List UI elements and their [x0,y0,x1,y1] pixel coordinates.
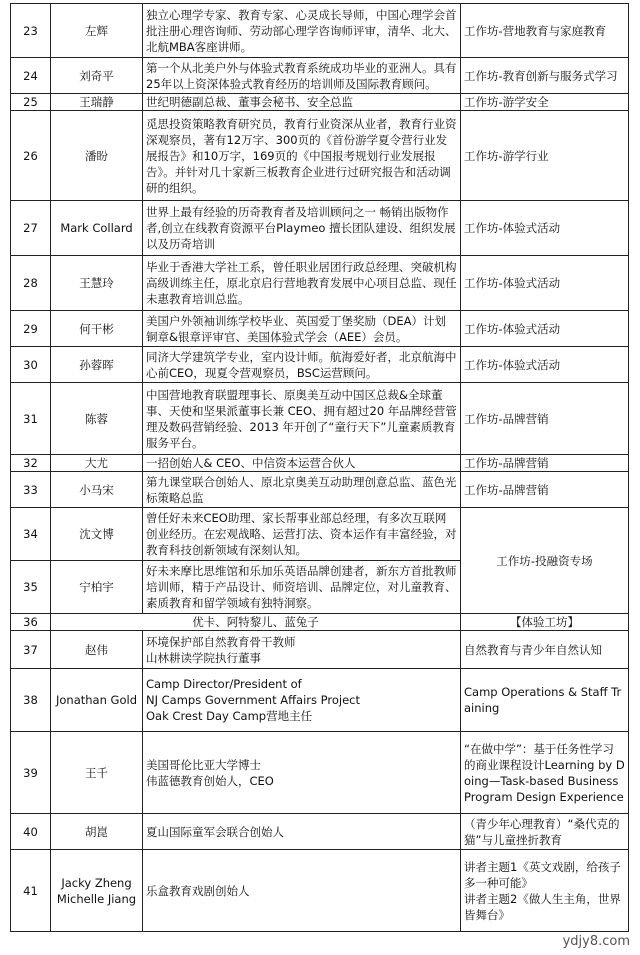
session-topic: “在做中学”：基于任务性学习的商业课程设计Learning by Doing—Task-based Business Program Design Experience [461,732,629,814]
table-row [11,311,629,347]
session-topic: 工作坊-体验式活动 [461,201,629,256]
session-topic: 工作坊-游学安全 [461,94,629,111]
speaker-bio: 世纪明德副总裁、董事会秘书、安全总监 [143,94,461,111]
table-row [11,201,629,256]
table-row [11,850,629,932]
speaker-name: 胡崑 [51,814,143,850]
table-row [11,347,629,383]
speaker-bio: 一招创始人& CEO、中信资本运营合伙人 [143,455,461,472]
session-topic: 讲者主题1《英文戏剧，给孩子多一种可能》 讲者主题2《做人生主角，世界皆舞台》 [461,850,629,932]
row-number: 23 [11,4,51,58]
speaker-name: 左辉 [51,4,143,58]
speaker-name: 王慧玲 [51,256,143,311]
table-row [11,4,629,58]
row-number: 35 [11,561,51,614]
speaker-name: Jacky Zheng Michelle Jiang [51,850,143,932]
speaker-name: 沈文博 [51,508,143,561]
speaker-name: Jonathan Gold [51,669,143,732]
row-number: 28 [11,256,51,311]
speaker-name: 陈蓉 [51,383,143,455]
row-number: 25 [11,94,51,111]
speaker-bio: 中国营地教育联盟理事长、原奥美互动中国区总裁&全球董事、天使和坚果派董事长兼 CEO、拥有超过20 年品牌经营管理及数码营销经验、2013 年开创了“童行天下”儿童素质教育服务平台。 [143,383,461,455]
speaker-bio: 优卡、阿特黎儿、蓝兔子 [51,614,461,631]
row-number: 34 [11,508,51,561]
speaker-name: 潘盼 [51,111,143,201]
merged-session-topic: 工作坊-投融资专场 [461,508,629,614]
row-number: 30 [11,347,51,383]
speaker-bio: 觅思投资策略教育研究员，教育行业资深从业者，教育行业资深观察员，著有12万字、300页的《首份游学夏令营行业发展报告》和10万字，169页的《中国报考规划行业发展报告》。并针对几十家新三板教育企业进行过研究报告和活动调研的组织。 [143,111,461,201]
row-number: 24 [11,58,51,94]
speaker-bio: 曾任好未来CEO助理、家长帮事业部总经理，有多次互联网创业经历。在宏观战略、运营打法、资本运作有丰富经验，对教育科技创新领域有深刻认知。 [143,508,461,561]
session-topic: 工作坊-品牌营销 [461,383,629,455]
speaker-bio: 第九课堂联合创始人、原北京奥美互动助理创意总监、蓝色光标策略总监 [143,472,461,508]
session-topic: （青少年心理教育）“桑代克的猫”与儿童挫折教育 [461,814,629,850]
speaker-bio: 乐盒教育戏剧创始人 [143,850,461,932]
session-topic: 工作坊-品牌营销 [461,455,629,472]
speaker-name: 何干彬 [51,311,143,347]
table-row [11,732,629,814]
table-row [11,383,629,455]
speaker-bio: 毕业于香港大学社工系，曾任职业居团行政总经理、突破机构高级训练主任，原北京启行营地教育发展中心项目总监、现任未惠教育培训总监。 [143,256,461,311]
session-topic: 工作坊-体验式活动 [461,347,629,383]
session-topic: 工作坊-游学行业 [461,111,629,201]
session-topic: 工作坊-教育创新与服务式学习 [461,58,629,94]
speaker-name: 孙蓉晖 [51,347,143,383]
session-topic: 工作坊-品牌营销 [461,472,629,508]
row-number: 31 [11,383,51,455]
speaker-bio: 美国哥伦比亚大学博士 伟蓝德教育创始人，CEO [143,732,461,814]
row-number: 40 [11,814,51,850]
speaker-bio: 好未来摩比思维馆和乐加乐英语品牌创建者，新东方首批教师培训师，精于产品设计、师资培训、品牌定位，对儿童教育、素质教育和留学领域有独特洞察。 [143,561,461,614]
table-row [11,472,629,508]
speaker-name: 刘奇平 [51,58,143,94]
table-row [11,669,629,732]
speaker-name: 小马宋 [51,472,143,508]
speaker-name: 王瑞静 [51,94,143,111]
watermark: ydjy8.com [562,934,630,949]
table-row [11,631,629,669]
speaker-name: 大尤 [51,455,143,472]
row-number: 36 [11,614,51,631]
table-row [11,256,629,311]
speaker-bio: 美国户外领袖训练学校毕业、英国爱丁堡奖励（DEA）计划铜章&银章评审官、美国体验式学会（AEE）会员。 [143,311,461,347]
speaker-bio: 夏山国际童军会联合创始人 [143,814,461,850]
session-topic: Camp Operations & Staff Training [461,669,629,732]
session-topic: 工作坊-营地教育与家庭教育 [461,4,629,58]
speaker-bio: 第一个从北美户外与体验式教育系统成功毕业的亚洲人。具有25年以上资深体验式教育经历的培训师及国际教育顾问。 [143,58,461,94]
session-topic: 工作坊-体验式活动 [461,256,629,311]
row-number: 38 [11,669,51,732]
table-row [11,58,629,94]
speaker-name: 王千 [51,732,143,814]
table-row [11,614,629,631]
speaker-bio: 同济大学建筑学专业，室内设计师。航海爱好者，北京航海中心前CEO，现夏令营观察员，BSC运营顾问。 [143,347,461,383]
row-number: 29 [11,311,51,347]
row-number: 26 [11,111,51,201]
speaker-table [10,3,629,932]
speaker-bio: 独立心理学专家、教育专家、心灵成长导师，中国心理学会首批注册心理咨询师、劳动部心理学咨询师评审，清华、北大、北航MBA客座讲师。 [143,4,461,58]
speaker-bio: 环境保护部自然教育骨干教师 山林耕读学院执行董事 [143,631,461,669]
row-number: 37 [11,631,51,669]
speaker-name: Mark Collard [51,201,143,256]
row-number: 32 [11,455,51,472]
table-row [11,814,629,850]
session-topic: 【体验工坊】 [461,614,629,631]
table-row [11,94,629,111]
row-number: 41 [11,850,51,932]
row-number: 39 [11,732,51,814]
row-number: 33 [11,472,51,508]
session-topic: 工作坊-体验式活动 [461,311,629,347]
speaker-name: 宁柏宇 [51,561,143,614]
speaker-name: 赵伟 [51,631,143,669]
table-row [11,508,629,561]
speaker-bio: Camp Director/President of NJ Camps Government Affairs Project Oak Crest Day Camp营地主任 [143,669,461,732]
session-topic: 自然教育与青少年自然认知 [461,631,629,669]
table-row [11,111,629,201]
table-row [11,455,629,472]
row-number: 27 [11,201,51,256]
speaker-bio: 世界上最有经验的历奇教育者及培训顾问之一 畅销出版物作者,创立在线教育资源平台Playmeo 擅长团队建设、组织发展以及历奇培训 [143,201,461,256]
